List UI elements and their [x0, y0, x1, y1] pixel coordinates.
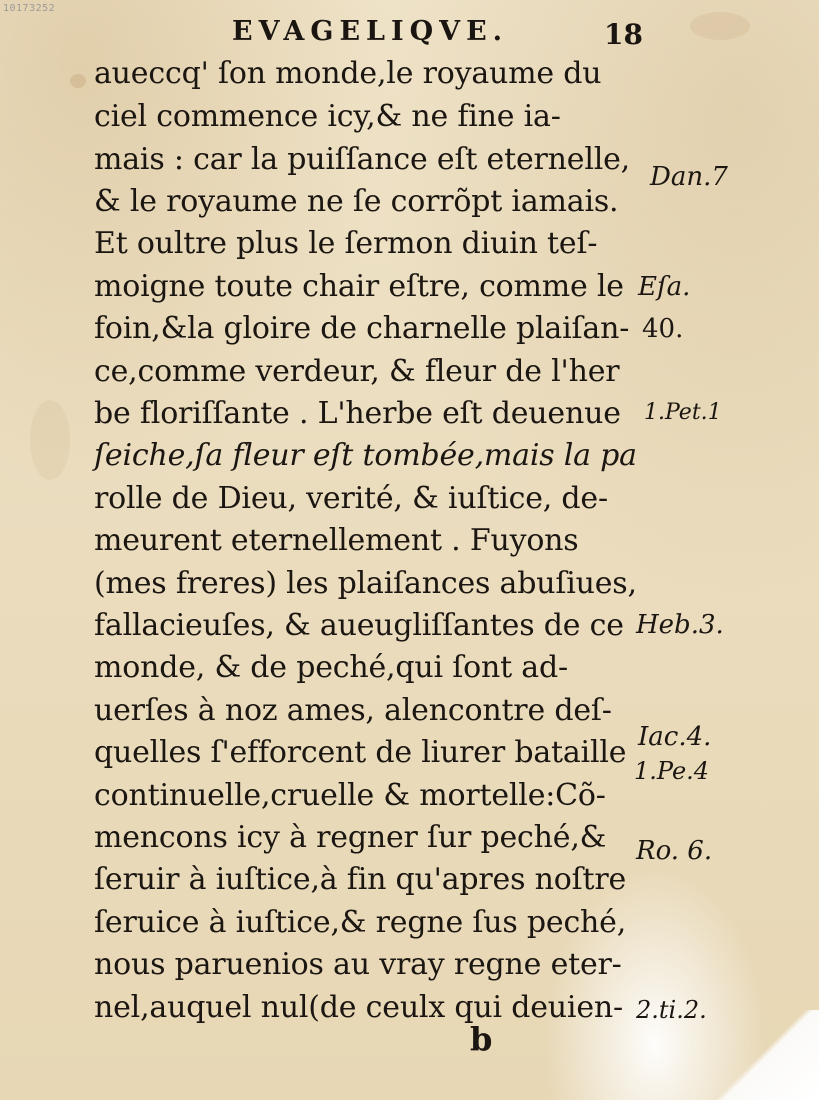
- text-line: & le royaume ne ſe corrõpt iamais.: [94, 184, 619, 219]
- text-line: mencons icy à regner ſur peché,&: [94, 820, 607, 855]
- text-line: Et oultre plus le ſermon diuin teſ-: [94, 226, 598, 261]
- margin-note: 1.Pet.1: [644, 400, 722, 425]
- text-line: ſeruir à iuſtice,à fin qu'apres noſtre: [94, 862, 627, 897]
- foxing-spot: [30, 400, 70, 480]
- margin-note: Ro. 6.: [636, 836, 713, 866]
- margin-note: Iac.4.: [638, 722, 712, 752]
- margin-note: 40.: [642, 314, 684, 344]
- page-number: 18: [604, 18, 643, 51]
- text-line: be floriſſante . L'herbe eſt deuenue: [94, 396, 621, 431]
- text-line: ce,comme verdeur, & fleur de l'her: [94, 354, 620, 389]
- text-line: ciel commence icy,& ne fine ia-: [94, 99, 561, 134]
- text-line: uerſes à noz ames, alencontre deſ-: [94, 693, 612, 728]
- text-line: nel,auquel nul(de ceulx qui deuien-: [94, 990, 623, 1025]
- margin-note: 1.Pe.4: [634, 757, 710, 785]
- text-line: nous paruenios au vray regne eter-: [94, 947, 622, 982]
- margin-note: 2.ti.2.: [636, 996, 707, 1024]
- foxing-spot: [70, 74, 86, 88]
- running-head: EVAGELIQVE.: [232, 16, 509, 47]
- text-line: continuelle,cruelle & mortelle:Cõ-: [94, 778, 606, 813]
- text-line: monde, & de peché,qui ſont ad-: [94, 650, 568, 685]
- signature-mark: b: [470, 1020, 493, 1058]
- margin-note: Heb.3.: [636, 610, 724, 640]
- margin-note: Dan.7: [650, 162, 728, 192]
- text-line: foin,&la gloire de charnelle plaiſan-: [94, 311, 630, 346]
- text-line: (mes freres) les plaiſances abuſiues,: [94, 566, 637, 601]
- text-line: ſeruice à iuſtice,& regne ſus peché,: [94, 905, 627, 940]
- corner-tear: [709, 1010, 819, 1100]
- text-line: ſeiche,ſa fleur eſt tombée,mais la pa: [94, 438, 637, 473]
- foxing-spot: [690, 12, 750, 40]
- text-line: meurent eternellement . Fuyons: [94, 523, 579, 558]
- text-line: rolle de Dieu, verité, & iuſtice, de-: [94, 481, 608, 516]
- text-line: quelles ſ'efforcent de liurer bataille: [94, 735, 627, 770]
- text-line: aueccq' ſon monde,le royaume du: [94, 56, 602, 91]
- margin-note: Eſa.: [638, 272, 691, 302]
- text-line: mais : car la puiſſance eſt eternelle,: [94, 142, 631, 177]
- text-line: moigne toute chair eſtre, comme le: [94, 269, 624, 304]
- text-line: fallacieuſes, & aueugliſſantes de ce: [94, 608, 624, 643]
- catalog-id: 10173252: [3, 3, 56, 14]
